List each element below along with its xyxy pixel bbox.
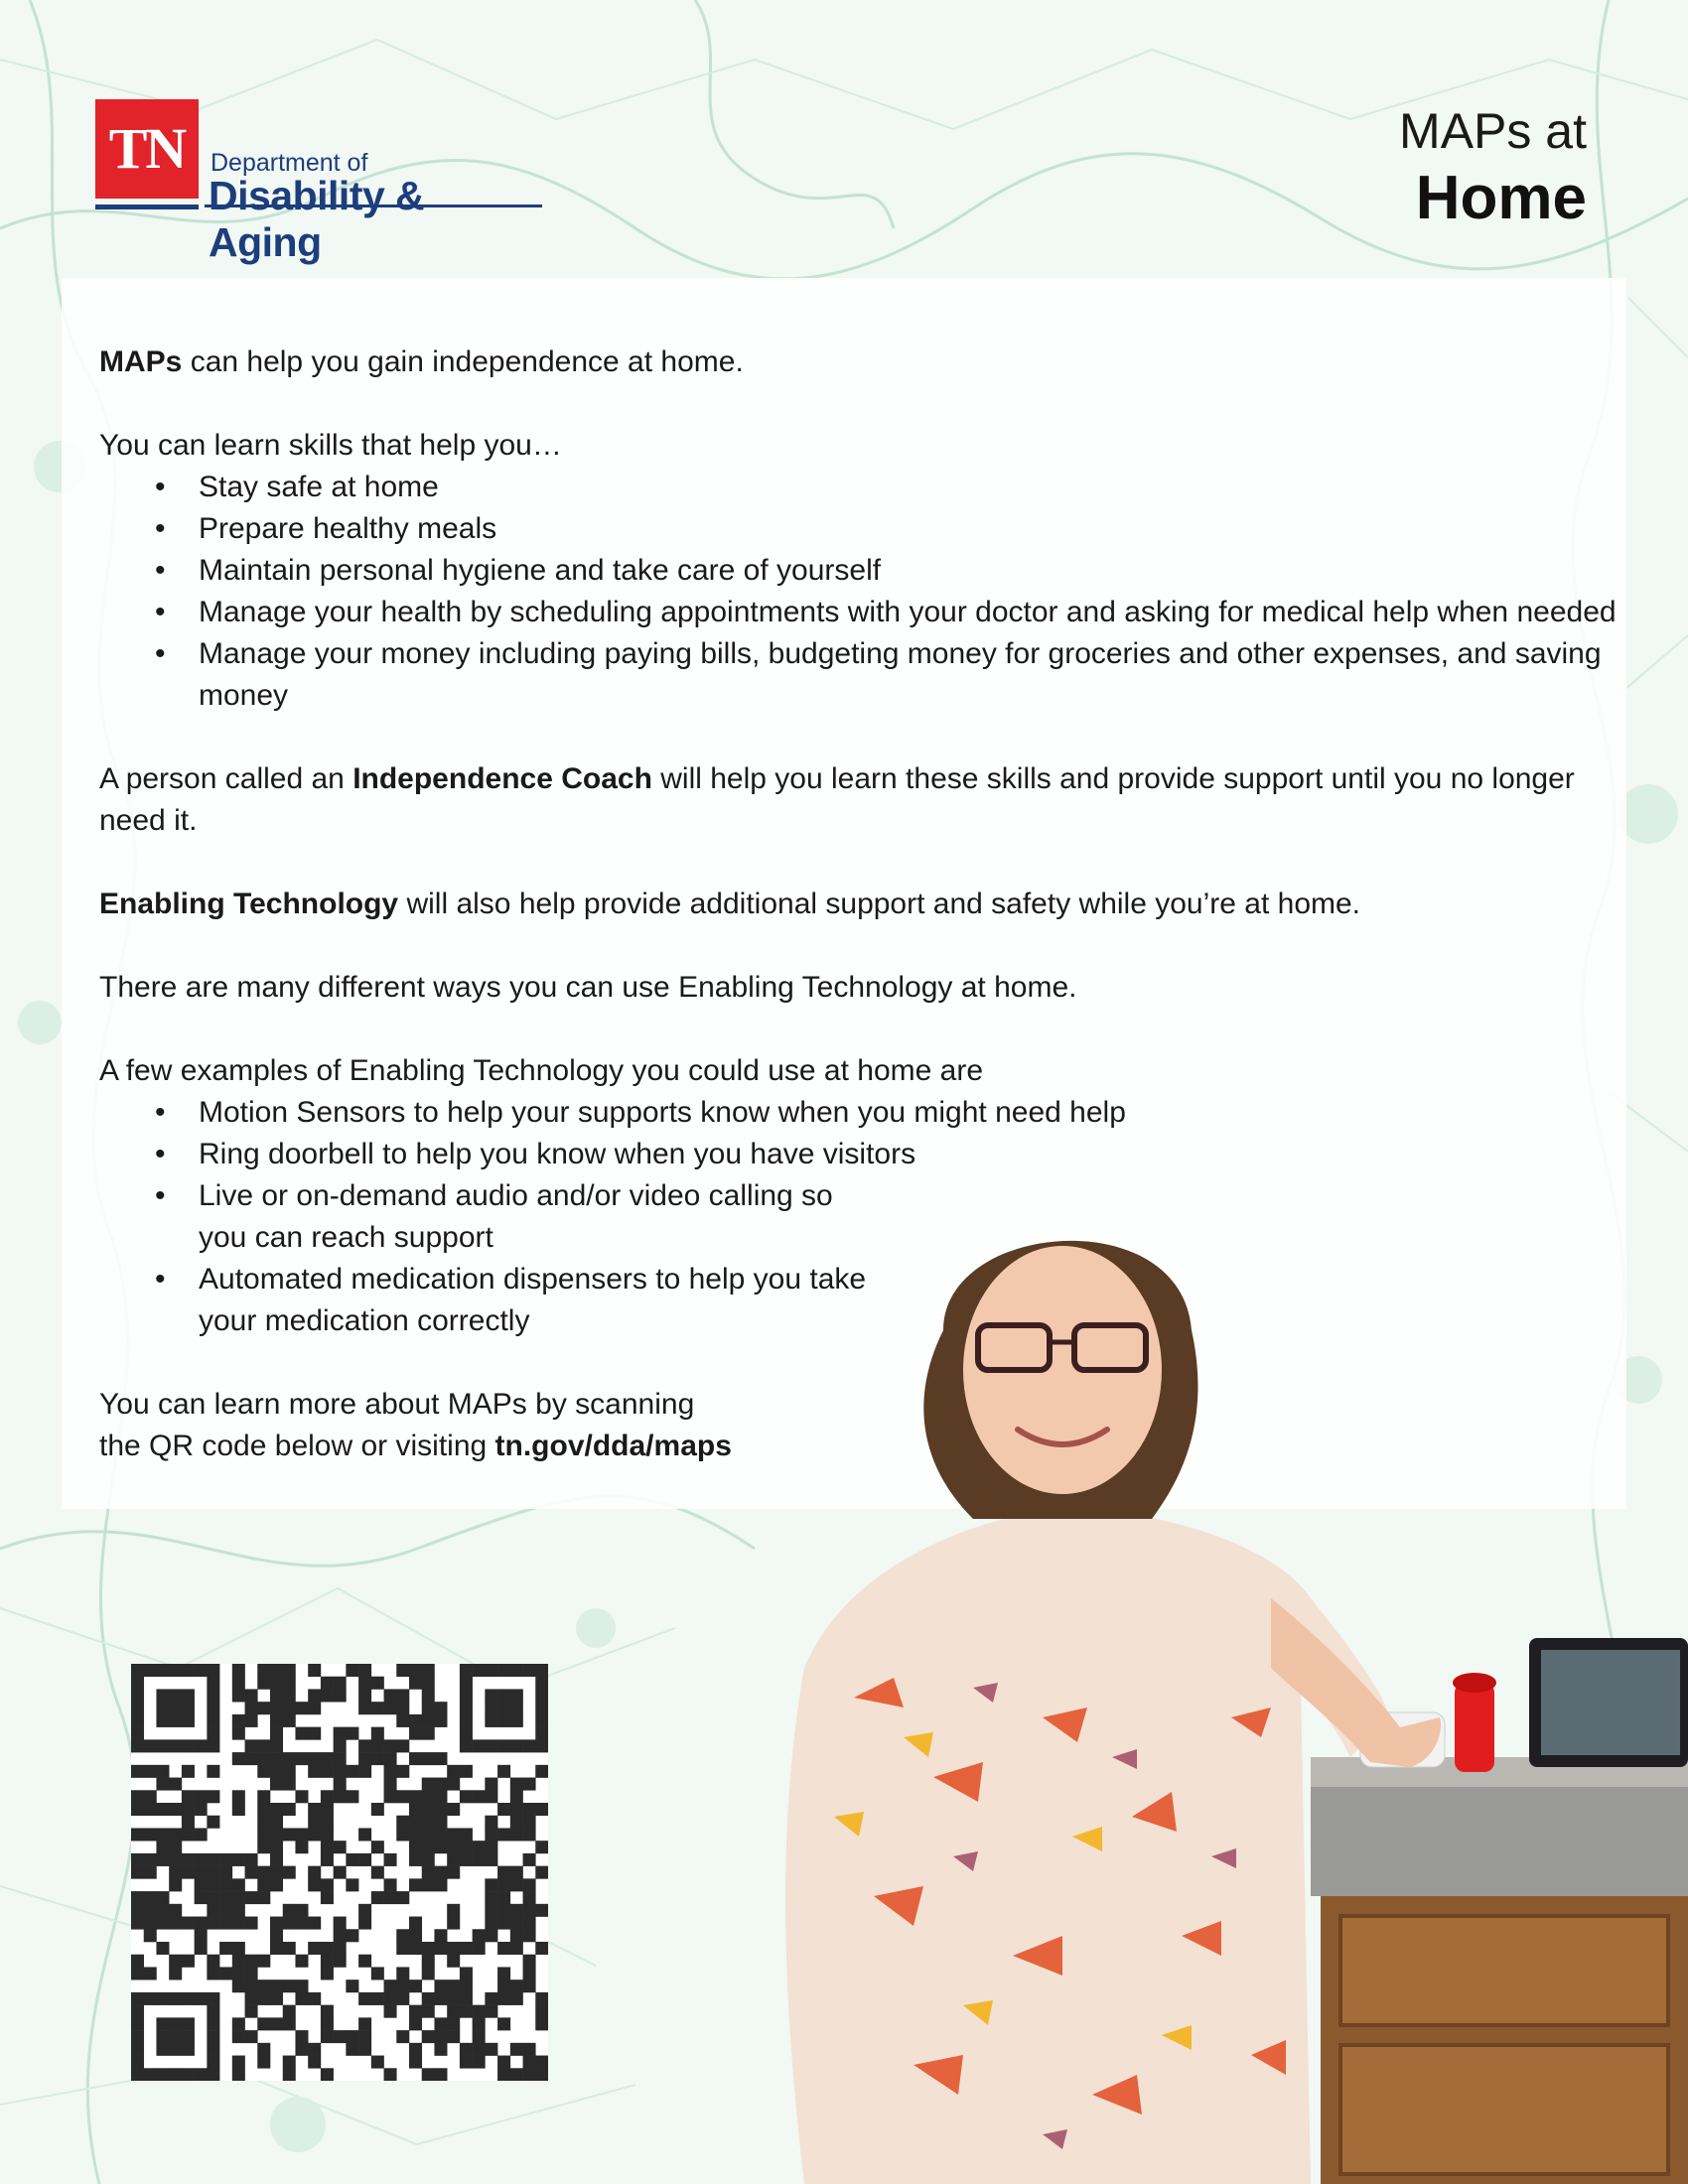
tn-logo-mark: TN bbox=[95, 99, 199, 199]
skills-lead: You can learn skills that help you… bbox=[99, 429, 562, 462]
list-item: • Automated medication dispensers to help you take your medication correctly bbox=[199, 1259, 884, 1342]
list-item: • Manage your health by scheduling appointments with your doctor and asking for medical help when needed bbox=[199, 592, 1618, 633]
coach-pre: A person called an bbox=[99, 762, 353, 795]
coach-post: will help you learn these skills and provide support until you no longer need it. bbox=[99, 762, 1575, 837]
coach-bold: Independence Coach bbox=[352, 762, 652, 795]
list-item: • Prepare healthy meals bbox=[199, 508, 1589, 550]
intro-bold: MAPs bbox=[99, 345, 183, 378]
tech-bold: Enabling Technology bbox=[99, 887, 399, 920]
logo-underline bbox=[95, 205, 199, 209]
dda-logo bbox=[95, 99, 542, 265]
title-line-1: MAPs at bbox=[1399, 103, 1587, 159]
woman-in-kitchen-photo bbox=[715, 1221, 1688, 2184]
department-prefix: Department of bbox=[211, 149, 368, 177]
list-item: • Ring doorbell to help you know when you have visitors bbox=[199, 1134, 1291, 1175]
coach-paragraph bbox=[99, 758, 1599, 842]
list-item: • Motion Sensors to help your supports know when you might need help bbox=[199, 1092, 1291, 1134]
intro-paragraph bbox=[99, 341, 1589, 383]
tech-paragraph bbox=[99, 884, 1589, 925]
learn-more-pre: the QR code below or visiting bbox=[99, 1430, 495, 1462]
qr-code-icon[interactable] bbox=[131, 1664, 548, 2081]
department-name: Disability & Aging bbox=[209, 173, 425, 265]
page-title bbox=[1399, 101, 1587, 236]
title-line-2: Home bbox=[1415, 164, 1587, 232]
ways-paragraph: There are many different ways you can use Enabling Technology at home. bbox=[99, 971, 1077, 1004]
tech-post: will also help provide additional support and safety while you’re at home. bbox=[398, 887, 1361, 920]
skills-list bbox=[99, 467, 1617, 717]
examples-lead: A few examples of Enabling Technology you could use at home are bbox=[99, 1054, 984, 1087]
list-item: • Manage your money including paying bills, budgeting money for groceries and other expenses, and saving money bbox=[199, 633, 1618, 717]
list-item: • Live or on-demand audio and/or video calling so you can reach support bbox=[199, 1175, 884, 1259]
list-item: • Maintain personal hygiene and take care of yourself bbox=[199, 550, 1589, 592]
intro-rest: can help you gain independence at home. bbox=[182, 345, 744, 378]
learn-more-line-1: You can learn more about MAPs by scanning bbox=[99, 1388, 695, 1421]
maps-link[interactable]: tn.gov/dda/maps bbox=[494, 1430, 732, 1462]
list-item: • Stay safe at home bbox=[199, 467, 1589, 508]
